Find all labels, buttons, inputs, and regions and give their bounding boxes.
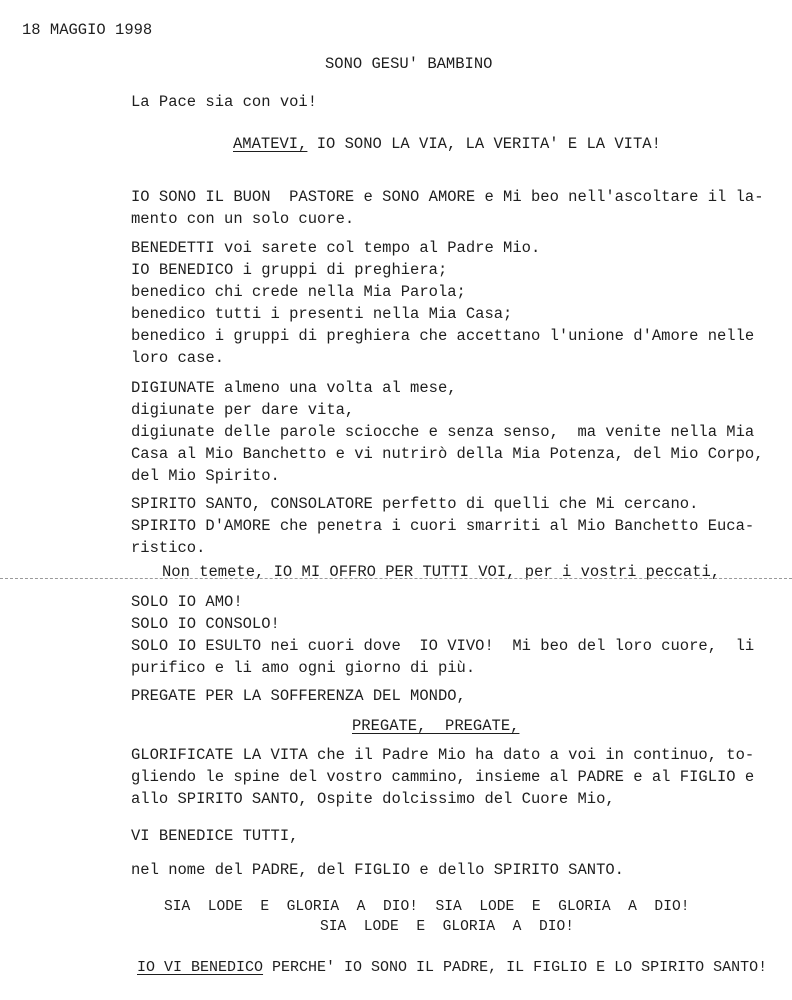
paragraph-line: VI BENEDICE TUTTI, bbox=[131, 827, 299, 845]
paragraph-line: digiunate delle parole sciocche e senza senso, ma venite nella Mia bbox=[131, 423, 755, 441]
main-heading bbox=[233, 134, 661, 154]
paragraph-line: Casa al Mio Banchetto e vi nutrirò della Mia Potenza, del Mio Corpo, bbox=[131, 445, 764, 463]
paragraph-line: allo SPIRITO SANTO, Ospite dolcissimo del Cuore Mio, bbox=[131, 790, 615, 808]
greeting: La Pace sia con voi! bbox=[131, 93, 318, 111]
paragraph-line: SPIRITO SANTO, CONSOLATORE perfetto di quelli che Mi cercano. bbox=[131, 495, 699, 513]
closing-underlined: IO VI BENEDICO bbox=[137, 959, 264, 976]
paragraph-line: benedico i gruppi di preghiera che accettano l'unione d'Amore nelle bbox=[131, 327, 755, 345]
paragraph-line: PREGATE PER LA SOFFERENZA DEL MONDO, bbox=[131, 687, 466, 705]
heading-rest: IO SONO LA VIA, LA VERITA' E LA VITA! bbox=[307, 135, 661, 153]
paragraph-line: loro case. bbox=[131, 349, 225, 367]
paragraph-line: IO SONO IL BUON PASTORE e SONO AMORE e Mi beo nell'ascoltare il la- bbox=[131, 188, 764, 206]
praise-line: SIA LODE E GLORIA A DIO! SIA LODE E GLORIA A DIO! bbox=[164, 899, 690, 915]
closing-rest: PERCHE' IO SONO IL PADRE, IL FIGLIO E LO SPIRITO SANTO! bbox=[263, 959, 768, 976]
paragraph-line: IO BENEDICO i gruppi di preghiera; bbox=[131, 261, 448, 279]
paragraph-line: SOLO IO AMO! bbox=[131, 593, 243, 611]
paragraph-line: ristico. bbox=[131, 539, 206, 557]
paragraph-line: del Mio Spirito. bbox=[131, 467, 280, 485]
page-fold-line bbox=[0, 578, 792, 579]
paragraph-line: DIGIUNATE almeno una volta al mese, bbox=[131, 379, 457, 397]
paragraph-line: BENEDETTI voi sarete col tempo al Padre Mio. bbox=[131, 239, 541, 257]
closing-line bbox=[137, 958, 767, 978]
paragraph-line: benedico chi crede nella Mia Parola; bbox=[131, 283, 466, 301]
paragraph-line: purifico e li amo ogni giorno di più. bbox=[131, 659, 476, 677]
heading-underlined: AMATEVI, bbox=[233, 135, 308, 153]
paragraph-line: SPIRITO D'AMORE che penetra i cuori smarriti al Mio Banchetto Euca- bbox=[131, 517, 755, 535]
date: 18 MAGGIO 1998 bbox=[22, 21, 153, 39]
title: SONO GESU' BAMBINO bbox=[325, 55, 493, 73]
praise-line: SIA LODE E GLORIA A DIO! bbox=[320, 919, 574, 935]
paragraph-line: mento con un solo cuore. bbox=[131, 210, 355, 228]
paragraph-line: SOLO IO ESULTO nei cuori dove IO VIVO! Mi beo del loro cuore, li bbox=[131, 637, 755, 655]
paragraph-line: benedico tutti i presenti nella Mia Casa; bbox=[131, 305, 513, 323]
paragraph-line: GLORIFICATE LA VITA che il Padre Mio ha dato a voi in continuo, to- bbox=[131, 746, 755, 764]
paragraph-line: gliendo le spine del vostro cammino, insieme al PADRE e al FIGLIO e bbox=[131, 768, 755, 786]
paragraph-line: Non temete, IO MI OFFRO PER TUTTI VOI, per i vostri peccati, bbox=[162, 563, 721, 581]
paragraph-line: SOLO IO CONSOLO! bbox=[131, 615, 280, 633]
paragraph-line: digiunate per dare vita, bbox=[131, 401, 355, 419]
paragraph-line: PREGATE, PREGATE, bbox=[352, 717, 520, 735]
paragraph-line: nel nome del PADRE, del FIGLIO e dello SPIRITO SANTO. bbox=[131, 861, 624, 879]
